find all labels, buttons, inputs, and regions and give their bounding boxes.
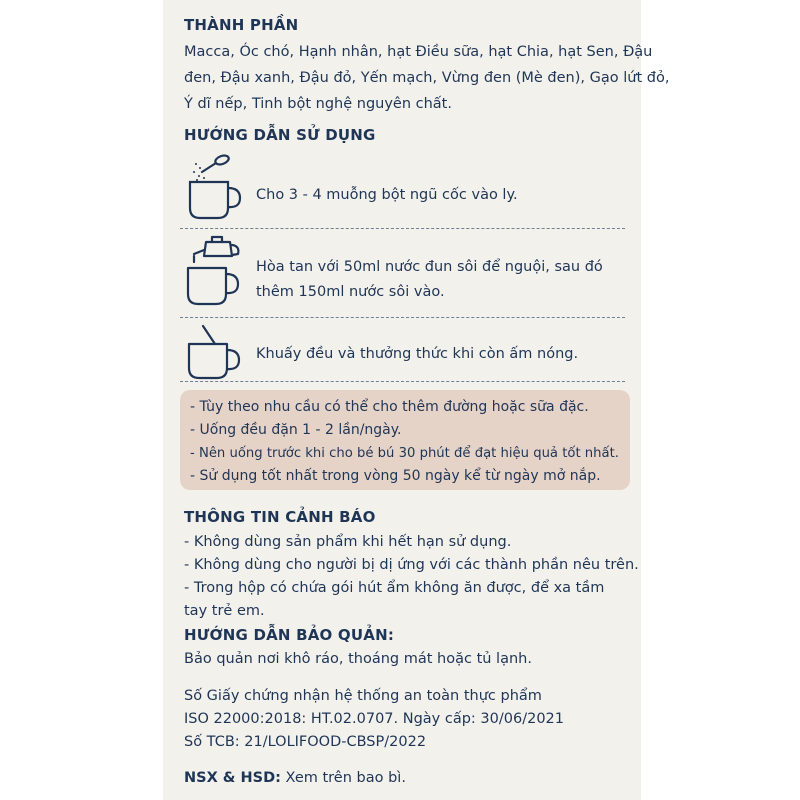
warning-item: - Không dùng sản phẩm khi hết hạn sử dụng. [184, 534, 512, 550]
usage-step-text: Khuấy đều và thưởng thức khi còn ấm nóng. [256, 346, 579, 362]
note-item: - Uống đều đặn 1 - 2 lần/ngày. [190, 422, 402, 438]
certificate-info [184, 685, 564, 754]
kettle-cup-icon [182, 232, 244, 308]
usage-step-text: Cho 3 - 4 muỗng bột ngũ cốc vào ly. [256, 187, 518, 203]
step-divider [180, 381, 625, 382]
ingredients-list [184, 39, 669, 117]
warning-item: - Trong hộp có chứa gói hút ẩm không ăn được, để xa tầm [184, 580, 605, 596]
note-item: - Tùy theo nhu cầu có thể cho thêm đường hoặc sữa đặc. [190, 399, 589, 415]
usage-step-line: Hòa tan với 50ml nước đun sôi để nguội, sau đó [256, 259, 603, 275]
usage-step-line: thêm 150ml nước sôi vào. [256, 284, 445, 300]
notes-list [190, 396, 619, 488]
step-divider [180, 317, 625, 318]
spoon-cup-icon [186, 152, 246, 222]
warning-title: THÔNG TIN CẢNH BÁO [184, 508, 376, 526]
warning-list [184, 531, 639, 623]
note-item: - Sử dụng tốt nhất trong vòng 50 ngày kể từ ngày mở nắp. [190, 468, 601, 484]
footer-line [184, 770, 406, 786]
usage-title: HƯỚNG DẪN SỬ DỤNG [184, 126, 376, 144]
warning-item: tay trẻ em. [184, 603, 265, 619]
certificate-line: Số Giấy chứng nhận hệ thống an toàn thực phẩm [184, 688, 542, 704]
warning-item: - Không dùng cho người bị dị ứng với các thành phần nêu trên. [184, 557, 639, 573]
usage-step-text [256, 255, 603, 305]
storage-text: Bảo quản nơi khô ráo, thoáng mát hoặc tủ lạnh. [184, 651, 532, 667]
footer-value: Xem trên bao bì. [285, 770, 406, 786]
ingredients-line: Macca, Óc chó, Hạnh nhân, hạt Điều sữa, hạt Chia, hạt Sen, Đậu [184, 44, 653, 60]
step-divider [180, 228, 625, 229]
ingredients-title: THÀNH PHẦN [184, 16, 299, 34]
stir-cup-icon [185, 322, 243, 382]
certificate-line: ISO 22000:2018: HT.02.0707. Ngày cấp: 30/06/2021 [184, 711, 564, 727]
footer-label: NSX & HSD: [184, 770, 281, 786]
note-item: - Nên uống trước khi cho bé bú 30 phút để đạt hiệu quả tốt nhất. [190, 446, 619, 461]
ingredients-line: Ý dĩ nếp, Tinh bột nghệ nguyên chất. [184, 96, 452, 112]
ingredients-line: đen, Đậu xanh, Đậu đỏ, Yến mạch, Vừng đen (Mè đen), Gạo lứt đỏ, [184, 70, 670, 86]
storage-title: HƯỚNG DẪN BẢO QUẢN: [184, 626, 395, 644]
certificate-line: Số TCB: 21/LOLIFOOD-CBSP/2022 [184, 734, 427, 750]
